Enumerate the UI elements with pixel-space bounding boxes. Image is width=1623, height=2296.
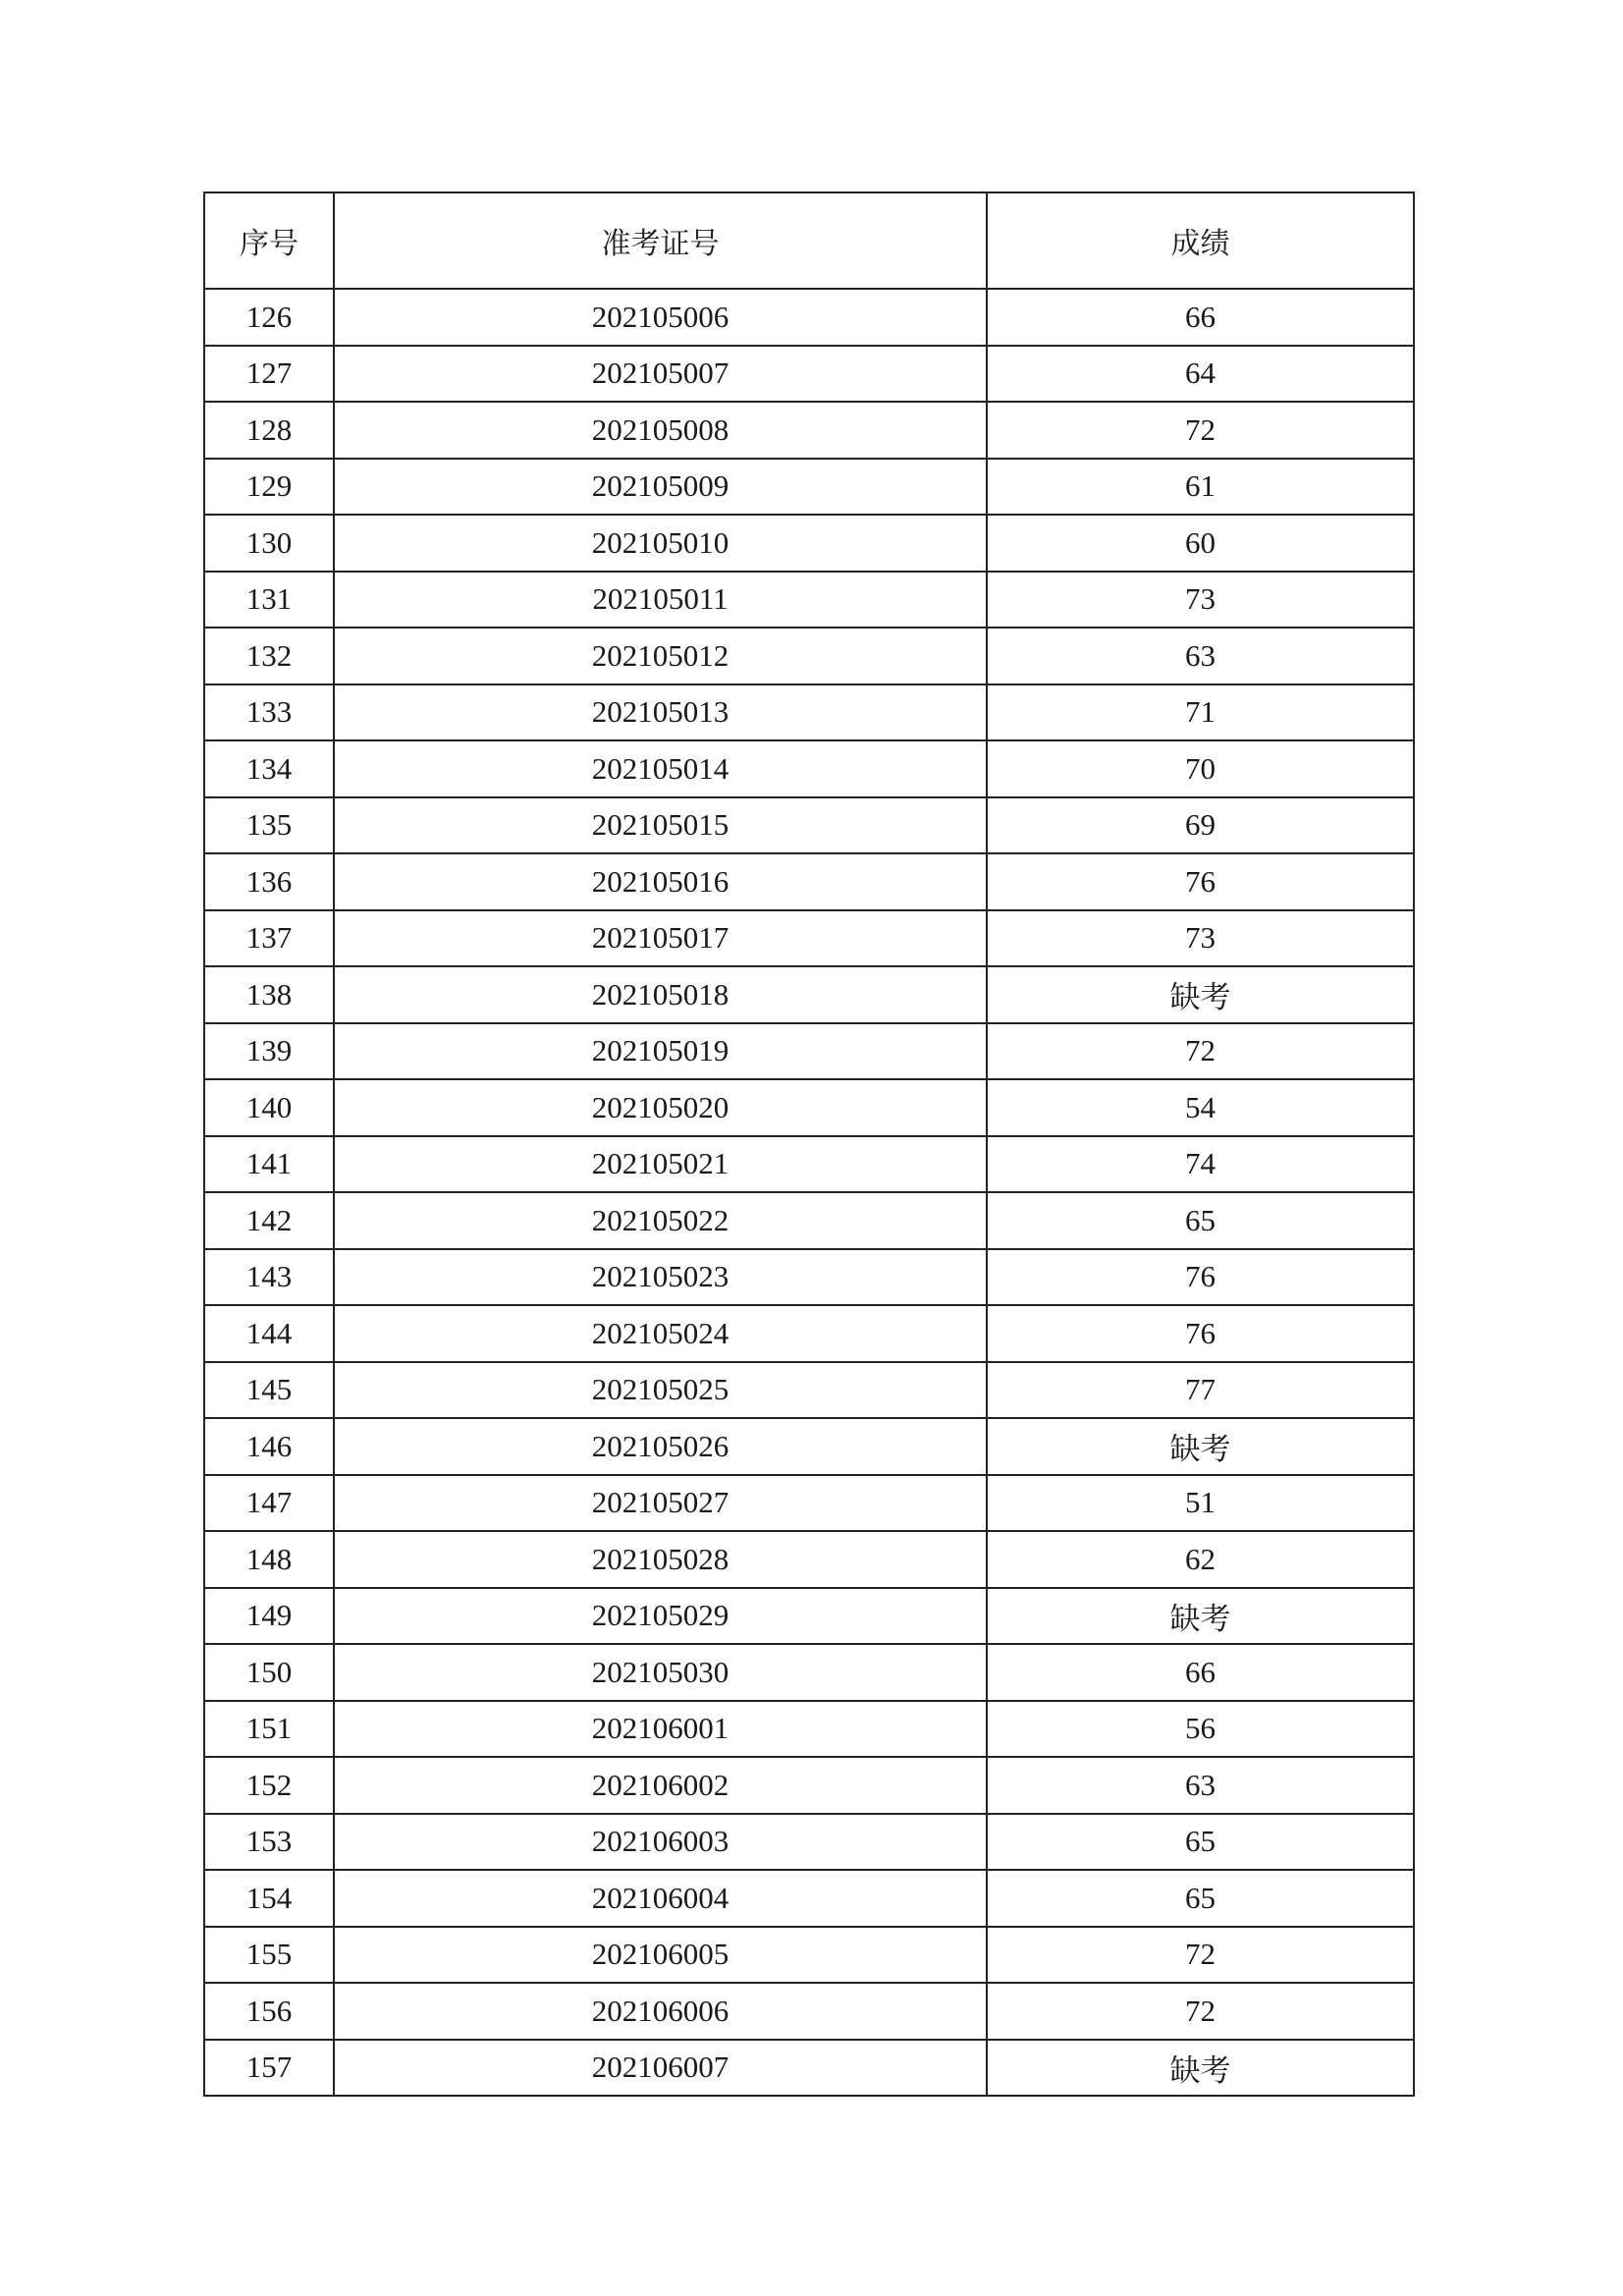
score-table [203,191,1415,2097]
table-header-row [204,192,1414,289]
cell-seq: 151 [204,1701,334,1758]
table-row [204,1305,1414,1362]
cell-seq: 143 [204,1249,334,1306]
cell-seq: 155 [204,1927,334,1984]
cell-score: 62 [987,1531,1414,1588]
table-row [204,459,1414,516]
cell-score: 76 [987,1305,1414,1362]
cell-score: 63 [987,628,1414,684]
cell-seq: 133 [204,684,334,741]
cell-exam-id: 202105011 [334,572,987,629]
header-seq: 序号 [204,192,334,289]
cell-exam-id: 202106006 [334,1983,987,2040]
cell-seq: 154 [204,1870,334,1927]
cell-exam-id: 202105027 [334,1475,987,1532]
cell-seq: 137 [204,910,334,967]
cell-seq: 136 [204,853,334,910]
cell-score: 76 [987,1249,1414,1306]
table-row [204,1531,1414,1588]
cell-exam-id: 202105015 [334,797,987,854]
cell-score: 72 [987,1023,1414,1080]
cell-exam-id: 202105009 [334,459,987,516]
cell-score: 61 [987,459,1414,516]
cell-score: 65 [987,1814,1414,1871]
cell-score: 65 [987,1192,1414,1249]
cell-seq: 153 [204,1814,334,1871]
cell-seq: 128 [204,402,334,459]
table-row [204,1927,1414,1984]
cell-exam-id: 202105020 [334,1079,987,1136]
cell-seq: 140 [204,1079,334,1136]
table-row [204,1136,1414,1193]
table-row [204,1475,1414,1532]
cell-seq: 132 [204,628,334,684]
cell-score: 73 [987,572,1414,629]
table-row [204,1814,1414,1871]
table-row [204,797,1414,854]
cell-score: 51 [987,1475,1414,1532]
cell-exam-id: 202105019 [334,1023,987,1080]
cell-score: 71 [987,684,1414,741]
cell-exam-id: 202106007 [334,2040,987,2097]
cell-score: 64 [987,346,1414,403]
cell-seq: 144 [204,1305,334,1362]
cell-score: 72 [987,402,1414,459]
cell-exam-id: 202105024 [334,1305,987,1362]
table-row [204,1023,1414,1080]
cell-exam-id: 202105008 [334,402,987,459]
table-row [204,1588,1414,1645]
cell-score: 缺考 [987,1588,1414,1645]
header-score: 成绩 [987,192,1414,289]
cell-exam-id: 202105007 [334,346,987,403]
cell-seq: 149 [204,1588,334,1645]
table-row [204,1870,1414,1927]
cell-seq: 157 [204,2040,334,2097]
cell-exam-id: 202105026 [334,1418,987,1475]
cell-score: 70 [987,740,1414,797]
cell-seq: 146 [204,1418,334,1475]
cell-seq: 142 [204,1192,334,1249]
cell-score: 65 [987,1870,1414,1927]
cell-exam-id: 202105030 [334,1644,987,1701]
cell-seq: 126 [204,289,334,346]
header-exam-id: 准考证号 [334,192,987,289]
cell-exam-id: 202105023 [334,1249,987,1306]
cell-exam-id: 202106004 [334,1870,987,1927]
cell-exam-id: 202105013 [334,684,987,741]
cell-seq: 139 [204,1023,334,1080]
cell-exam-id: 202105016 [334,853,987,910]
cell-exam-id: 202105017 [334,910,987,967]
cell-score: 69 [987,797,1414,854]
table-row [204,628,1414,684]
cell-seq: 138 [204,966,334,1023]
table-row [204,1983,1414,2040]
table-row [204,1418,1414,1475]
table-row [204,966,1414,1023]
table-row [204,1757,1414,1814]
cell-exam-id: 202105006 [334,289,987,346]
cell-score: 66 [987,289,1414,346]
cell-score: 缺考 [987,966,1414,1023]
cell-exam-id: 202105012 [334,628,987,684]
table-row [204,910,1414,967]
cell-seq: 148 [204,1531,334,1588]
table-body [204,289,1414,2096]
cell-exam-id: 202106003 [334,1814,987,1871]
cell-seq: 130 [204,515,334,572]
cell-score: 56 [987,1701,1414,1758]
table-row [204,684,1414,741]
table-row [204,2040,1414,2097]
cell-score: 缺考 [987,2040,1414,2097]
cell-seq: 145 [204,1362,334,1419]
cell-score: 76 [987,853,1414,910]
cell-score: 66 [987,1644,1414,1701]
table-row [204,572,1414,629]
cell-exam-id: 202106002 [334,1757,987,1814]
cell-exam-id: 202105018 [334,966,987,1023]
cell-exam-id: 202105025 [334,1362,987,1419]
table-row [204,402,1414,459]
cell-exam-id: 202105029 [334,1588,987,1645]
cell-seq: 147 [204,1475,334,1532]
cell-seq: 127 [204,346,334,403]
cell-score: 77 [987,1362,1414,1419]
cell-seq: 135 [204,797,334,854]
table-row [204,1701,1414,1758]
table-row [204,1079,1414,1136]
cell-score: 73 [987,910,1414,967]
table-row [204,346,1414,403]
cell-score: 54 [987,1079,1414,1136]
cell-seq: 152 [204,1757,334,1814]
table-row [204,1644,1414,1701]
cell-seq: 134 [204,740,334,797]
cell-score: 74 [987,1136,1414,1193]
cell-seq: 131 [204,572,334,629]
cell-exam-id: 202106005 [334,1927,987,1984]
cell-seq: 156 [204,1983,334,2040]
cell-exam-id: 202105014 [334,740,987,797]
cell-seq: 129 [204,459,334,516]
cell-score: 60 [987,515,1414,572]
cell-exam-id: 202105022 [334,1192,987,1249]
cell-score: 72 [987,1927,1414,1984]
cell-score: 63 [987,1757,1414,1814]
cell-exam-id: 202105010 [334,515,987,572]
table-row [204,853,1414,910]
cell-seq: 150 [204,1644,334,1701]
table-row [204,1249,1414,1306]
cell-exam-id: 202106001 [334,1701,987,1758]
table-row [204,1192,1414,1249]
table-row [204,1362,1414,1419]
cell-seq: 141 [204,1136,334,1193]
table-row [204,515,1414,572]
cell-score: 72 [987,1983,1414,2040]
table-row [204,740,1414,797]
table-row [204,289,1414,346]
cell-score: 缺考 [987,1418,1414,1475]
cell-exam-id: 202105021 [334,1136,987,1193]
cell-exam-id: 202105028 [334,1531,987,1588]
